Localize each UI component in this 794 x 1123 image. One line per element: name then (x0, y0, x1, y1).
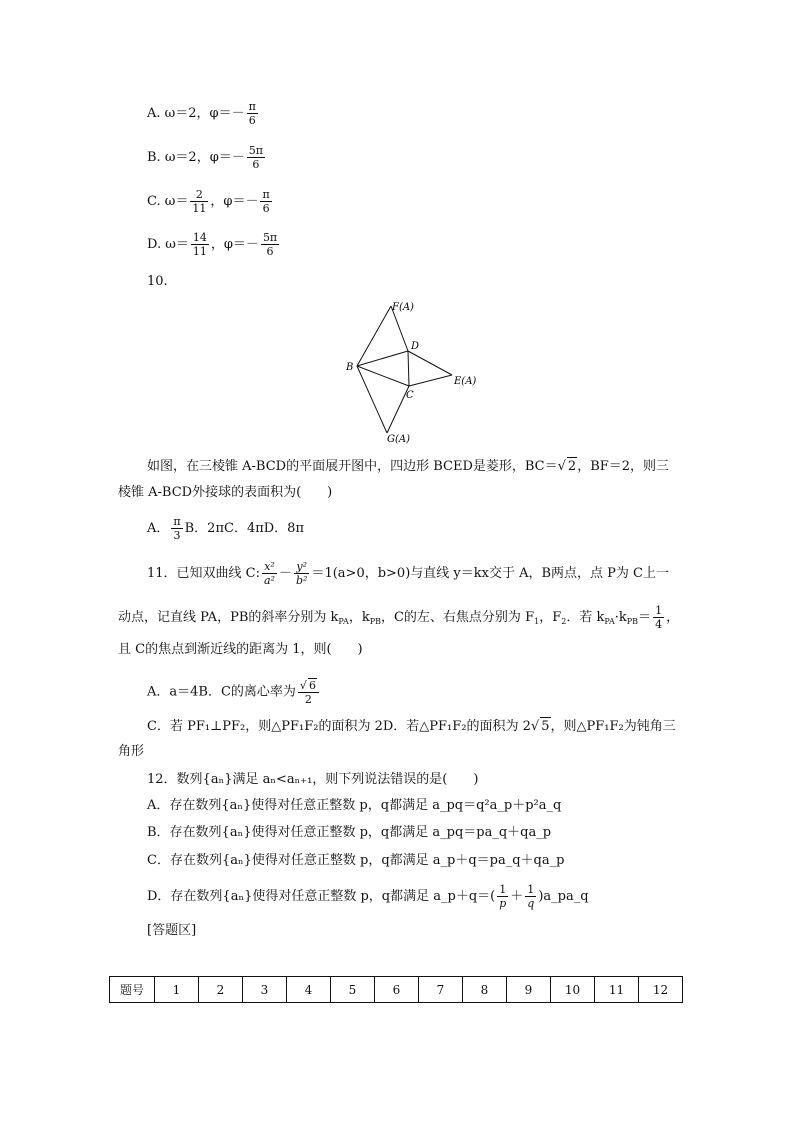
q10-number: 10. (147, 274, 168, 289)
q9-option-a: A. ω＝2，φ＝－ $\frac{\pi}{6}$ (147, 100, 256, 127)
answer-cell-2: 2 (199, 977, 243, 1003)
answer-cell-4: 4 (287, 977, 331, 1003)
answer-cell-1: 1 (155, 977, 199, 1003)
answer-cell-3: 3 (243, 977, 287, 1003)
q12-option-b: B．存在数列{aₙ}使得对任意正整数 p，q都满足 a_pq＝pa_q＋qa_p (147, 825, 552, 840)
label-d: D (411, 341, 420, 352)
answer-cell-11: 11 (595, 977, 639, 1003)
q10-stem-line2: 棱锥 A-BCD外接球的表面积为( ) (118, 485, 333, 500)
q11-stem-line2: 动点，记直线 PA，PB的斜率分别为 $k_{PA}$，$k_{PB}$，C的左、右焦点分别为 $F_1$，$F_2$．若 $k_{PA}\cdot k_{PB}=$ $\frac{1}{4}$ ， (118, 604, 680, 631)
q11-options-ab: A．a＝4B．C的离心率为 $\frac{√ 6}{2}$ (147, 678, 321, 706)
answer-cell-10: 10 (551, 977, 595, 1003)
q12-option-c: C．存在数列{aₙ}使得对任意正整数 p，q都满足 a_p＋q＝pa_q＋qa_p (147, 853, 565, 868)
q11-stem-line1: 11．已知双曲线 C: $\frac{\text{x²}}{\text{a²}}$ － $\frac{\text{y²}}{\text{b²}}$ ＝1(a>0，b>0)与直线 y＝kx交于 A，B两点，点 P为 C上一 (147, 560, 669, 587)
label-f: F(A) (392, 302, 414, 313)
label-g: G(A) (387, 434, 411, 445)
q12-option-a: A．存在数列{aₙ}使得对任意正整数 p，q都满足 a_pq＝q²a_p＋p²a_q (147, 798, 562, 813)
q10-options: A． $\frac{\pi}{3}$ B．2πC．4πD．8π (147, 515, 304, 542)
label-e: E(A) (454, 376, 477, 387)
q11-options-cd: C．若 PF₁⊥PF₂，则△PF₁F₂的面积为 2D．若△PF₁F₂的面积为 2√ 5，则△PF₁F₂为钝角三 (147, 719, 676, 734)
answer-cell-7: 7 (419, 977, 463, 1003)
label-c: C (406, 390, 414, 401)
q9-option-d: D. ω＝ $\frac{14}{11}$ ，φ＝－ $\frac{5\pi}{6}$ (147, 231, 278, 258)
q11-options-cd-cont: 角形 (118, 744, 145, 759)
answer-cell-5: 5 (331, 977, 375, 1003)
answer-table (109, 976, 683, 1003)
q10-stem-line1: 如图，在三棱锥 A-BCD的平面展开图中，四边形 BCED是菱形，BC＝√ 2，BF＝2，则三 (147, 459, 670, 474)
q12-option-d: D．存在数列{aₙ}使得对任意正整数 p，q都满足 a_p＋q＝( $\frac{1}{p}$ ＋ $\frac{1}{q}$ )a_pa_q (147, 883, 589, 910)
answer-cell-8: 8 (463, 977, 507, 1003)
q11-stem-line3: 且 C的焦点到渐近线的距离为 1，则( ) (118, 642, 363, 657)
q9-option-c: C. ω＝ $\frac{2}{11}$ ，φ＝－ $\frac{\pi}{6}$ (147, 188, 270, 215)
q9-option-b: B. ω＝2，φ＝－ $\frac{5\pi}{6}$ (147, 144, 264, 171)
label-b: B (346, 362, 354, 373)
answer-cell-9: 9 (507, 977, 551, 1003)
answer-cell-12: 12 (639, 977, 683, 1003)
q10-net-figure (340, 296, 480, 446)
q12-stem: 12．数列{aₙ}满足 aₙ<aₙ₊₁，则下列说法错误的是( ) (147, 772, 479, 787)
answer-area-label: [答题区] (147, 923, 197, 938)
answer-table-header: 题号 (110, 977, 155, 1003)
answer-cell-6: 6 (375, 977, 419, 1003)
